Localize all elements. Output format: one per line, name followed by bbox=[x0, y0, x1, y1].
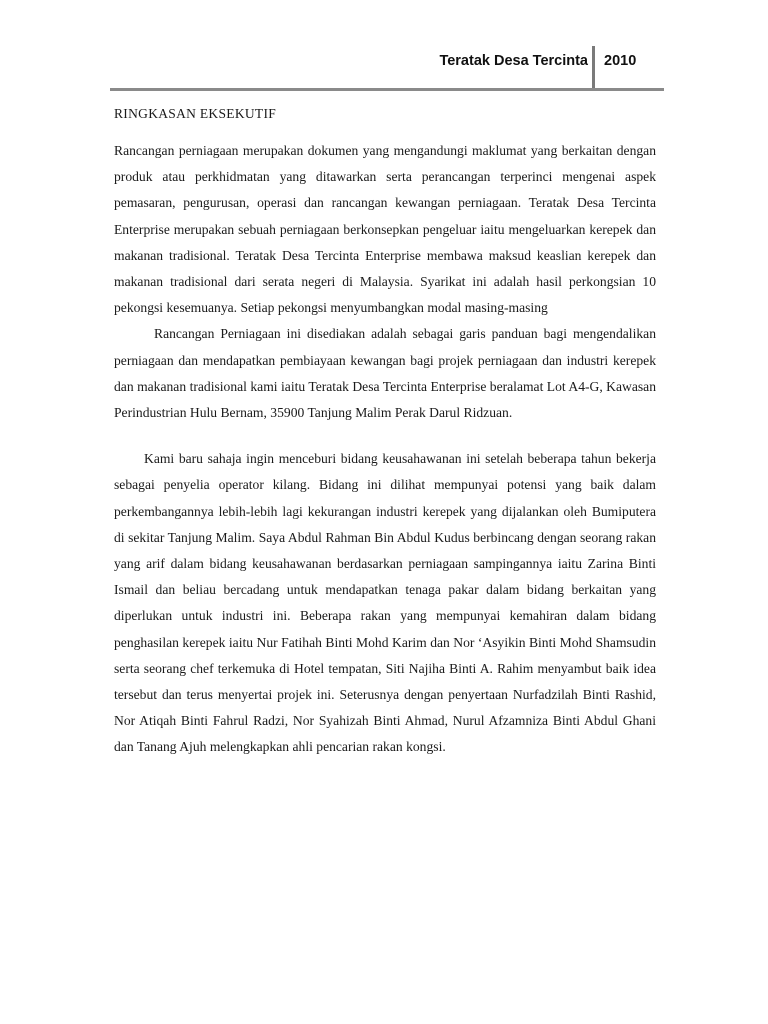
paragraph-2: Rancangan Perniagaan ini disediakan adalah sebagai garis panduan bagi mengendalikan perniagaan dan mendapatkan pembiayaan kewangan bagi projek perniagaan dan industri kerepek dan makanan tradisional kami iaitu Teratak Desa Tercinta Enterprise beralamat Lot A4-G, Kawasan Perindustrian Hulu Bernam, 35900 Tanjung Malim Perak Darul Ridzuan. bbox=[114, 326, 656, 421]
header-divider bbox=[592, 46, 595, 88]
document-body bbox=[114, 106, 656, 761]
section-heading: RINGKASAN EKSEKUTIF bbox=[114, 106, 277, 121]
paragraph-gap bbox=[114, 426, 656, 446]
header-title: Teratak Desa Tercinta bbox=[439, 53, 588, 69]
paragraph-1: Rancangan perniagaan merupakan dokumen yang mengandungi maklumat yang berkaitan dengan produk atau perkhidmatan yang ditawarkan serta perancangan terperinci mengenai aspek pemasaran, pengurusan, operasi dan rancangan kewangan perniagaan. Teratak Desa Tercinta Enterprise merupakan sebuah perniagaan berkonsepkan pengeluar iaitu mengeluarkan kerepek dan makanan tradisional. Teratak Desa Tercinta Enterprise membawa maksud keaslian kerepek dan makanan tradisional dari serata negeri di Malaysia. Syarikat ini adalah hasil perkongsian 10 pekongsi kesemuanya. Setiap pekongsi menyumbangkan modal masing-masing bbox=[114, 143, 656, 316]
header-year: 2010 bbox=[604, 53, 637, 69]
paragraph-3: Kami baru sahaja ingin menceburi bidang keusahawanan ini setelah beberapa tahun bekerja sebagai penyelia operator kilang. Bidang ini dilihat mempunyai potensi yang baik dalam perkembangannya lebih-lebih lagi kekurangan industri kerepek yang dijalankan oleh Bumiputera di sekitar Tanjung Malim. Saya Abdul Rahman Bin Abdul Kudus berbincang dengan seorang rakan yang arif dalam bidang keusahawanan berdasarkan perniagaan sampingannya iaitu Zarina Binti Ismail dan beliau bercadang untuk mendapatkan tenaga pakar dalam bidang berkaitan yang diperlukan untuk industri ini. Beberapa rakan yang mempunyai kemahiran dalam bidang penghasilan kerepek iaitu Nur Fatihah Binti Mohd Karim dan Nor ‘Asyikin Binti Mohd Shamsudin serta seorang chef terkemuka di Hotel tempatan, Siti Najiha Binti A. Rahim menyambut baik idea tersebut dan terus menyertai projek ini. Seterusnya dengan penyertaan Nurfadzilah Binti Rashid, Nor Atiqah Binti Fahrul Radzi, Nor Syahizah Binti Ahmad, Nurul Afzamniza Binti Abdul Ghani dan Tanang Ajuh melengkapkan ahli pencarian rakan kongsi. bbox=[114, 451, 656, 755]
page-header bbox=[0, 46, 768, 90]
header-rule bbox=[110, 88, 664, 91]
